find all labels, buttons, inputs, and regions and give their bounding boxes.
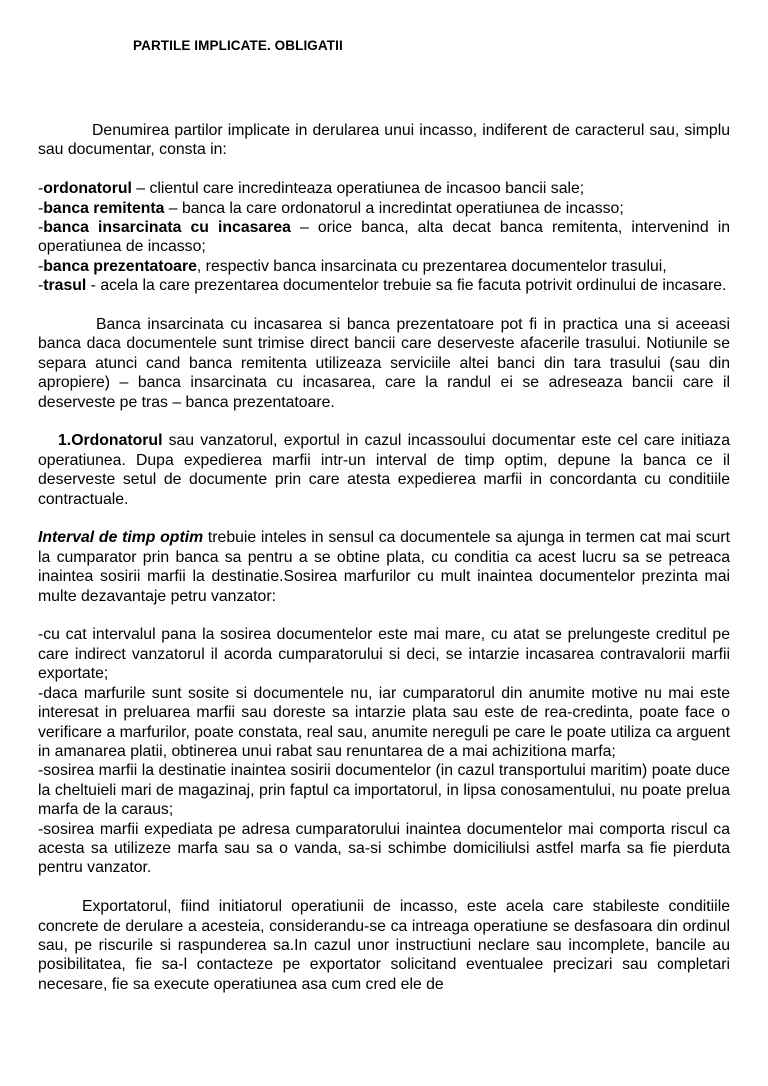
document-body — [38, 121, 730, 994]
party-item: -trasul - acela la care prezentarea documentelor trebuie sa fie facuta potrivit ordinului de incasare. — [38, 277, 727, 295]
page-title: PARTILE IMPLICATE. OBLIGATII — [133, 38, 343, 53]
ordonator-paragraph: 1.Ordonatorul sau vanzatorul, exportul in cazul incassoului documentar este cel care initiaza operatiunea. Dupa expedierea marfii intr-un interval de timp optim, depune la banca ce il deserveste setul de documente prin care atesta expedierea marfii in concordanta cu conditiile contractuale. — [38, 432, 730, 508]
party-term: banca insarcinata cu incasarea — [43, 219, 291, 237]
ordonator-term: Ordonatorul — [71, 432, 163, 450]
section-number: 1. — [58, 432, 72, 450]
disadvantage-item: -cu cat intervalul pana la sosirea documentelor este mai mare, cu atat se prelungeste creditul pe care indirect vanzatorul il acorda cumparatorului si deci, se intarzie incasarea contravalorii marfii exportate; — [38, 626, 730, 683]
interval-term: Interval de timp optim — [38, 529, 204, 547]
disadvantages-list — [38, 625, 730, 877]
party-term: ordonatorul — [43, 180, 132, 198]
party-item: -banca remitenta – banca la care ordonatorul a incredintat operatiunea de incasso; — [38, 199, 624, 217]
intro-paragraph: Denumirea partilor implicate in derularea unui incasso, indiferent de caracterul sau, simplu sau documentar, consta in: — [38, 122, 730, 159]
party-term: banca prezentatoare — [43, 257, 197, 275]
interval-paragraph: Interval de timp optim trebuie inteles in sensul ca documentele sa ajunga in termen cat mai scurt la cumparator prin banca sa pentru a se obtine plata, cu conditia ca acest lucru sa se petreaca inaintea sosirii marfii la destinatie.Sosirea marfurilor cu mult inaintea documentelor prezinta mai multe dezavantaje petru vanzator: — [38, 529, 730, 605]
banca-paragraph: Banca insarcinata cu incasarea si banca prezentatoare pot fi in practica una si aceeasi banca daca documentele sunt trimise direct bancii care deserveste afacerile trasului. Notiunile se separa atunci cand banca remitenta utilizeaza serviciile altei banci din tara trasului (sau din apropiere) – banca insarcinata cu incasarea, care la randul ei se adreseaza bancii care il deserveste pe tras – banca prezentatoare. — [38, 316, 730, 411]
exportator-paragraph: Exportatorul, fiind initiatorul operatiunii de incasso, este acela care stabileste conditiile concrete de derulare a acesteia, considerandu-se ca intreaga operatiune se desfasoara din ordinul sau, pe riscurile si raspunderea sa.In cazul unor instructiuni neclare sau incomplete, bancile au posibilitatea, fie sa-l contacteze pe exportator solicitand eventualee precizari sau completari necesare, fie sa execute operatiunea asa cum cred ele de — [38, 898, 730, 993]
party-term: trasul — [43, 277, 87, 295]
disadvantage-item: -sosirea marfii expediata pe adresa cumparatorului inaintea documentelor mai comporta riscul ca acesta sa utilizeze marfa sau sa o vanda, sa-si schimbe domiciliulsi astfel marfa sa fie pierduta pentru vanzator. — [38, 820, 730, 877]
party-item: -banca insarcinata cu incasarea – orice banca, alta decat banca remitenta, intervenind in operatiunea de incasso; — [38, 219, 731, 256]
party-term: banca remitenta — [43, 199, 165, 217]
disadvantage-item: -sosirea marfii la destinatie inaintea sosirii documentelor (in cazul transportului maritim) poate duce la cheltuieli mari de magazinaj, prin faptul ca importatorul, in lipsa conosamentului, nu poate prelua marfa de la caraus; — [38, 762, 730, 819]
disadvantage-item: -daca marfurile sunt sosite si documentele nu, iar cumparatorul din anumite motive nu mai este interesat in preluarea marfii sau doreste sa intarzie plata sau este de rea-credinta, poate face o verificare a marfurilor, poate constata, real sau, anumite nereguli pe care le poate utiliza ca arguent in amanarea platii, obtinerea unui rabat sau renuntarea de a mai achizitiona marfa; — [38, 684, 730, 760]
parties-list — [38, 179, 730, 295]
party-item: -banca prezentatoare, respectiv banca insarcinata cu prezentarea documentelor trasului, — [38, 257, 667, 275]
party-item: -ordonatorul – clientul care incredinteaza operatiunea de incasoo bancii sale; — [38, 180, 585, 198]
